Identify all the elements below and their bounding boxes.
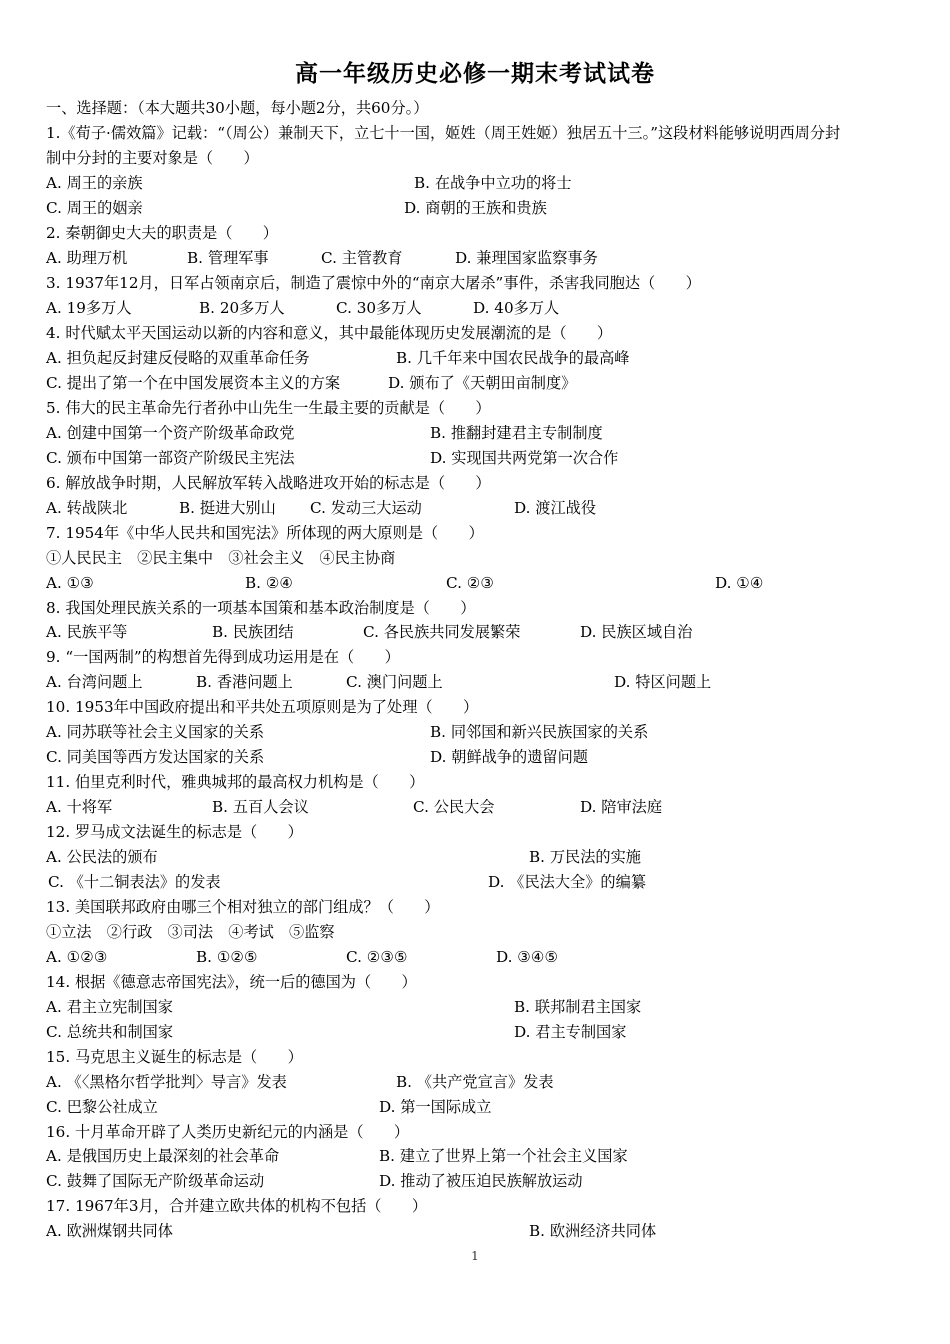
option-row bbox=[46, 1144, 926, 1169]
answer-option: B. 民族团结 bbox=[212, 623, 294, 641]
answer-option: A. 助理万机 bbox=[46, 249, 128, 267]
answer-option: A. 《〈黑格尔哲学批判〉导言》发表 bbox=[46, 1073, 287, 1091]
answer-option: D. 君主专制国家 bbox=[514, 1023, 627, 1041]
answer-option: C. ②③ bbox=[446, 574, 494, 592]
answer-option: A. 转战陕北 bbox=[46, 499, 128, 517]
answer-option: D. 40多万人 bbox=[473, 299, 560, 317]
answer-option: C. 提出了第一个在中国发展资本主义的方案 bbox=[46, 374, 341, 392]
question-stem bbox=[46, 645, 926, 670]
question-stem bbox=[46, 1120, 926, 1145]
answer-option: C. 总统共和制国家 bbox=[46, 1023, 174, 1041]
answer-option: D. 推动了被压迫民族解放运动 bbox=[379, 1172, 583, 1190]
question-text: 13. 美国联邦政府由哪三个相对独立的部门组成？（ ） bbox=[46, 898, 440, 916]
answer-option: A. 同苏联等社会主义国家的关系 bbox=[46, 723, 265, 741]
answer-option: C. ②③⑤ bbox=[346, 948, 408, 966]
option-row bbox=[46, 1070, 926, 1095]
answer-option: C. 同美国等西方发达国家的关系 bbox=[46, 748, 265, 766]
option-row bbox=[46, 795, 926, 820]
question-text: 2. 秦朝御史大夫的职责是（ ） bbox=[46, 224, 278, 242]
answer-option: B. 五百人会议 bbox=[212, 798, 309, 816]
answer-option: A. 欧洲煤钢共同体 bbox=[46, 1222, 173, 1240]
page-number: 1 bbox=[471, 1249, 479, 1263]
option-row bbox=[46, 346, 926, 371]
answer-option: B. 同邻国和新兴民族国家的关系 bbox=[430, 723, 649, 741]
question-stem bbox=[46, 546, 926, 571]
question-stem bbox=[46, 1045, 926, 1070]
option-row bbox=[46, 296, 926, 321]
option-row bbox=[46, 1020, 926, 1045]
option-row bbox=[46, 845, 926, 870]
answer-option: D. 朝鲜战争的遗留问题 bbox=[430, 748, 588, 766]
answer-option: B. 联邦制君主国家 bbox=[514, 998, 642, 1016]
question-stem bbox=[46, 471, 926, 496]
answer-option: D. ①④ bbox=[715, 574, 764, 592]
question-text: 11. 伯里克利时代，雅典城邦的最高权力机构是（ ） bbox=[46, 773, 425, 791]
answer-option: D. 特区问题上 bbox=[614, 673, 712, 691]
option-row bbox=[46, 421, 926, 446]
question-text: 9. “一国两制”的构想首先得到成功运用是在（ ） bbox=[46, 648, 400, 666]
option-row bbox=[46, 371, 926, 396]
answer-option: C. 颁布中国第一部资产阶级民主宪法 bbox=[46, 449, 295, 467]
answer-option: B. 管理军事 bbox=[187, 249, 269, 267]
question-text: 6. 解放战争时期，人民解放军转入战略进攻开始的标志是（ ） bbox=[46, 474, 491, 492]
answer-option: D. 商朝的王族和贵族 bbox=[404, 199, 547, 217]
answer-option: C. 30多万人 bbox=[336, 299, 422, 317]
answer-option: B. 几千年来中国农民战争的最高峰 bbox=[396, 349, 630, 367]
answer-option: D. 民族区域自治 bbox=[580, 623, 693, 641]
option-row bbox=[46, 620, 926, 645]
question-stem bbox=[46, 121, 926, 146]
option-row bbox=[46, 745, 926, 770]
answer-option: D. 颁布了《天朝田亩制度》 bbox=[388, 374, 577, 392]
answer-option: A. 十将军 bbox=[46, 798, 113, 816]
answer-option: A. 公民法的颁布 bbox=[46, 848, 158, 866]
option-row bbox=[46, 945, 926, 970]
option-row bbox=[46, 720, 926, 745]
answer-option: B. 建立了世界上第一个社会主义国家 bbox=[379, 1147, 628, 1165]
answer-option: A. 台湾问题上 bbox=[46, 673, 143, 691]
question-stem bbox=[46, 146, 926, 171]
question-stem bbox=[46, 1194, 926, 1219]
answer-option: B. 万民法的实施 bbox=[529, 848, 641, 866]
answer-option: C. 主管教育 bbox=[321, 249, 403, 267]
option-row bbox=[46, 446, 926, 471]
answer-option: C. 《十二铜表法》的发表 bbox=[48, 873, 221, 891]
question-stem bbox=[46, 970, 926, 995]
answer-option: B. 香港问题上 bbox=[196, 673, 293, 691]
answer-option: B. 20多万人 bbox=[199, 299, 285, 317]
question-text: 12. 罗马成文法诞生的标志是（ ） bbox=[46, 823, 303, 841]
option-row bbox=[46, 670, 926, 695]
question-stem bbox=[46, 920, 926, 945]
answer-option: C. 各民族共同发展繁荣 bbox=[363, 623, 521, 641]
answer-option: D. 实现国共两党第一次合作 bbox=[430, 449, 619, 467]
question-stem bbox=[46, 695, 926, 720]
question-text: 17. 1967年3月，合并建立欧共体的机构不包括（ ） bbox=[46, 1197, 428, 1215]
answer-option: C. 鼓舞了国际无产阶级革命运动 bbox=[46, 1172, 265, 1190]
answer-option: C. 发动三大运动 bbox=[310, 499, 422, 517]
answer-option: C. 巴黎公社成立 bbox=[46, 1098, 158, 1116]
section-heading-text: 一、选择题：（本大题共30小题，每小题2分，共60分。） bbox=[46, 99, 429, 117]
question-text: 14. 根据《德意志帝国宪法》，统一后的德国为（ ） bbox=[46, 973, 417, 991]
question-stem bbox=[46, 596, 926, 621]
answer-option: A. 是俄国历史上最深刻的社会革命 bbox=[46, 1147, 280, 1165]
question-text: 4. 时代赋太平天国运动以新的内容和意义，其中最能体现历史发展潮流的是（ ） bbox=[46, 324, 613, 342]
answer-option: C. 澳门问题上 bbox=[346, 673, 443, 691]
answer-option: C. 周王的姻亲 bbox=[46, 199, 143, 217]
answer-option: B. 挺进大别山 bbox=[179, 499, 276, 517]
answer-option: D. 第一国际成立 bbox=[379, 1098, 492, 1116]
question-text: 1.《荀子·儒效篇》记载：“（周公）兼制天下，立七十一国，姬姓（周王姓姬）独居五十三。”这段材料能够说明西周分封 bbox=[46, 124, 841, 142]
answer-option: B. 推翻封建君主专制制度 bbox=[430, 424, 603, 442]
answer-option: A. ①②③ bbox=[46, 948, 108, 966]
option-row bbox=[46, 196, 926, 221]
question-text: 15. 马克思主义诞生的标志是（ ） bbox=[46, 1048, 303, 1066]
answer-option: A. 君主立宪制国家 bbox=[46, 998, 173, 1016]
option-row bbox=[46, 995, 926, 1020]
option-row bbox=[46, 1169, 926, 1194]
answer-option: A. 创建中国第一个资产阶级革命政党 bbox=[46, 424, 295, 442]
answer-option: A. 19多万人 bbox=[46, 299, 132, 317]
answer-option: D. 兼理国家监察事务 bbox=[455, 249, 598, 267]
question-text: 7. 1954年《中华人民共和国宪法》所体现的两大原则是（ ） bbox=[46, 524, 484, 542]
option-row bbox=[46, 1095, 926, 1120]
question-stem bbox=[46, 321, 926, 346]
option-row bbox=[46, 496, 926, 521]
question-text: 5. 伟大的民主革命先行者孙中山先生一生最主要的贡献是（ ） bbox=[46, 399, 491, 417]
answer-option: D. ③④⑤ bbox=[496, 948, 559, 966]
option-row bbox=[46, 246, 926, 271]
question-stem bbox=[46, 221, 926, 246]
question-text: 制中分封的主要对象是（ ） bbox=[46, 149, 259, 167]
question-text: 16. 十月革命开辟了人类历史新纪元的内涵是（ ） bbox=[46, 1123, 410, 1141]
question-text: 8. 我国处理民族关系的一项基本国策和基本政治制度是（ ） bbox=[46, 599, 476, 617]
answer-option: A. 周王的亲族 bbox=[46, 174, 143, 192]
answer-option: A. 担负起反封建反侵略的双重革命任务 bbox=[46, 349, 310, 367]
answer-option: D. 渡江战役 bbox=[514, 499, 597, 517]
question-stem bbox=[46, 820, 926, 845]
question-stem bbox=[46, 770, 926, 795]
answer-option: B. ②④ bbox=[245, 574, 294, 592]
option-row bbox=[46, 571, 926, 596]
answer-option: B. 《共产党宣言》发表 bbox=[396, 1073, 554, 1091]
answer-option: B. 在战争中立功的将士 bbox=[414, 174, 572, 192]
exam-title: 高一年级历史必修一期末考试试卷 bbox=[295, 61, 655, 87]
question-stem bbox=[46, 895, 926, 920]
question-text: ①立法 ②行政 ③司法 ④考试 ⑤监察 bbox=[46, 923, 335, 941]
question-text: ①人民民主 ②民主集中 ③社会主义 ④民主协商 bbox=[46, 549, 396, 567]
question-text: 10. 1953年中国政府提出和平共处五项原则是为了处理（ ） bbox=[46, 698, 479, 716]
answer-option: D. 陪审法庭 bbox=[580, 798, 663, 816]
question-stem bbox=[46, 521, 926, 546]
answer-option: B. 欧洲经济共同体 bbox=[529, 1222, 657, 1240]
option-row bbox=[46, 171, 926, 196]
question-text: 3. 1937年12月，日军占领南京后，制造了震惊中外的“南京大屠杀”事件，杀害我同胞达（ ） bbox=[46, 274, 701, 292]
answer-option: A. 民族平等 bbox=[46, 623, 128, 641]
answer-option: C. 公民大会 bbox=[413, 798, 495, 816]
question-stem bbox=[46, 396, 926, 421]
answer-option: D. 《民法大全》的编纂 bbox=[488, 873, 646, 891]
option-row bbox=[46, 870, 926, 895]
answer-option: A. ①③ bbox=[46, 574, 94, 592]
option-row bbox=[46, 1219, 926, 1244]
question-stem bbox=[46, 271, 926, 296]
answer-option: B. ①②⑤ bbox=[196, 948, 258, 966]
section-heading bbox=[46, 96, 926, 121]
